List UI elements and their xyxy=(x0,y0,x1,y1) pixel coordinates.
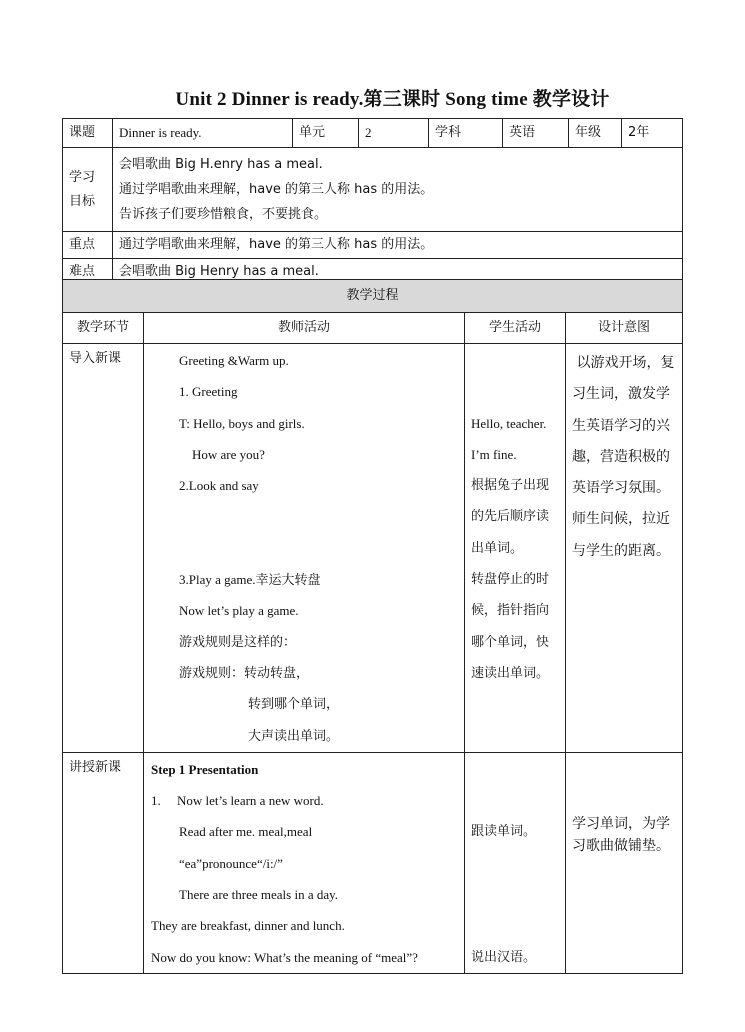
teacher-line: Greeting &Warm up. xyxy=(179,353,289,368)
student-line xyxy=(465,879,565,910)
design-line: 生英语学习的兴 xyxy=(572,417,670,434)
teaching-process-table xyxy=(62,279,683,974)
goal-line: 会唱歌曲 Big H.enry has a meal. xyxy=(119,157,323,172)
topic-label: 课题 xyxy=(63,119,113,148)
design-intent xyxy=(566,344,683,753)
stage-name: 讲授新课 xyxy=(63,752,144,973)
header-stage: 教学环节 xyxy=(63,313,144,344)
grade-label: 年级 xyxy=(569,119,622,148)
stage-name: 导入新课 xyxy=(63,344,144,753)
teacher-line: “ea”pronounce“/i:/” xyxy=(179,855,283,871)
design-line: 趣，营造积极的 xyxy=(572,448,670,465)
teacher-line xyxy=(144,501,464,532)
teacher-line: 大声读出单词。 xyxy=(248,728,340,744)
design-line: 学习单词，为学 xyxy=(572,815,670,832)
key-point-value: 通过学唱歌曲来理解，have 的第三人称 has 的用法。 xyxy=(113,232,683,259)
design-line: 英语学习氛围。 xyxy=(572,480,670,497)
student-line: 哪个单词，快 xyxy=(471,634,550,650)
teacher-line: How are you? xyxy=(192,446,265,462)
student-line: 的先后顺序读 xyxy=(471,509,550,525)
teacher-activity xyxy=(144,752,465,973)
student-line xyxy=(465,754,565,785)
grade-value: 2年 xyxy=(622,119,683,148)
lesson-info-table xyxy=(62,118,683,286)
teacher-line: They are breakfast, dinner and lunch. xyxy=(151,918,345,934)
goal-line: 告诉孩子们要珍惜粮食，不要挑食。 xyxy=(119,207,328,222)
teacher-line: T: Hello, boys and girls. xyxy=(179,415,305,431)
teacher-line: 游戏规则：转动转盘， xyxy=(179,665,310,681)
student-line xyxy=(465,785,565,816)
design-line: 以游戏开场，复 xyxy=(572,355,675,371)
teacher-activity xyxy=(144,344,465,753)
student-line xyxy=(465,376,565,407)
teacher-line: 3.Play a game.幸运大转盘 xyxy=(179,572,321,588)
student-line xyxy=(465,910,565,941)
teacher-line: There are three meals in a day. xyxy=(179,887,339,903)
teacher-line: 游戏规则是这样的： xyxy=(179,634,297,650)
teacher-line: 1. Now let’s learn a new word. xyxy=(151,793,324,809)
design-line: 与学生的距离。 xyxy=(572,542,670,559)
subject-value: 英语 xyxy=(503,119,569,148)
header-student: 学生活动 xyxy=(465,313,566,344)
difficulty-label: 难点 xyxy=(63,259,113,286)
key-point-label: 重点 xyxy=(63,232,113,259)
unit-label: 单元 xyxy=(293,119,359,148)
student-line: 候，指针指向 xyxy=(471,603,550,619)
design-line: 习歌曲做铺垫。 xyxy=(572,837,670,854)
step-heading: Step 1 Presentation xyxy=(151,761,259,777)
teacher-line: Now do you know: What’s the meaning of “meal”? xyxy=(151,949,418,965)
goals-label xyxy=(63,148,113,232)
student-line: 说出汉语。 xyxy=(471,949,537,965)
student-activity xyxy=(465,344,566,753)
student-line: 出单词。 xyxy=(471,540,524,556)
student-line xyxy=(465,848,565,879)
student-line: I’m fine. xyxy=(471,446,517,462)
topic-value: Dinner is ready. xyxy=(113,119,293,148)
header-teacher: 教师活动 xyxy=(144,313,465,344)
student-line: 速读出单词。 xyxy=(471,665,550,681)
student-line: Hello, teacher. xyxy=(471,415,547,431)
goals-value xyxy=(113,148,683,232)
design-line: 师生问候，拉近 xyxy=(572,511,670,528)
teacher-line: Read after me. meal,meal xyxy=(179,824,313,840)
goals-label-line-2: 目标 xyxy=(69,193,96,209)
header-design: 设计意图 xyxy=(566,313,683,344)
process-band: 教学过程 xyxy=(63,280,683,313)
teacher-line: 2.Look and say xyxy=(179,478,259,494)
teacher-line: 转到哪个单词， xyxy=(248,697,340,713)
page-title: Unit 2 Dinner is ready.第三课时 Song time 教学设计 xyxy=(175,89,610,110)
teacher-line: Now let’s play a game. xyxy=(179,603,299,619)
student-line: 转盘停止的时 xyxy=(471,572,550,588)
student-line xyxy=(465,345,565,376)
student-activity xyxy=(465,752,566,973)
subject-label: 学科 xyxy=(429,119,503,148)
teacher-line xyxy=(144,533,464,564)
design-line: 习生词，激发学 xyxy=(572,386,670,403)
student-line: 根据兔子出现 xyxy=(471,478,550,494)
design-intent xyxy=(566,752,683,973)
goals-label-line-1: 学习 xyxy=(69,169,96,185)
difficulty-value: 会唱歌曲 Big Henry has a meal. xyxy=(113,259,683,286)
unit-value: 2 xyxy=(359,119,429,148)
goal-line: 通过学唱歌曲来理解，have 的第三人称 has 的用法。 xyxy=(119,182,434,197)
teacher-line: 1. Greeting xyxy=(179,384,238,400)
student-line: 跟读单词。 xyxy=(471,824,537,840)
